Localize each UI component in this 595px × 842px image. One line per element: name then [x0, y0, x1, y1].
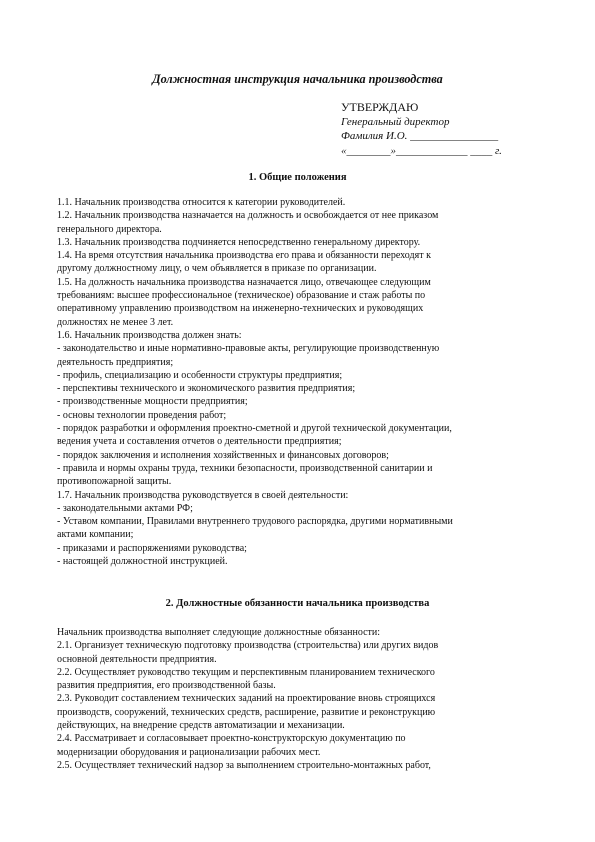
text-line: 2.4. Рассматривает и согласовывает проектно-конструкторскую документацию по [57, 733, 406, 745]
section-1-title: 1. Общие положения [248, 172, 347, 183]
section-2-title: 2. Должностные обязанности начальника производства [165, 598, 430, 609]
section-2-body [57, 626, 537, 772]
text-line: 1.6. Начальник производства должен знать: [57, 329, 242, 341]
text-line: - настоящей должностной инструкцией. [57, 556, 228, 568]
approval-date-line: «________»_____________ ____ г. [341, 144, 502, 157]
text-line: деятельность предприятия; [57, 356, 174, 368]
text-line: основной деятельности предприятия. [57, 653, 217, 665]
text-line: 1.7. Начальник производства руководствуется в своей деятельности: [57, 489, 349, 501]
text-line: оперативному управлению производством на инженерно-технических и руководящих [57, 303, 424, 315]
text-line: - приказами и распоряжениями руководства; [57, 542, 247, 554]
text-line: модернизации оборудования и рационализации рабочих мест. [57, 746, 321, 758]
text-line: производств, сооружений, технических средств, расширение, развитие и реконструкцию [57, 706, 436, 718]
approval-name-line: Фамилия И.О. ________________ [341, 130, 499, 143]
text-line: - перспективы технического и экономического развития предприятия; [57, 383, 356, 395]
text-line: - профиль, специализацию и особенности структуры предприятия; [57, 369, 343, 381]
text-line: - правила и нормы охраны труда, техники безопасности, производственной санитарии и [57, 462, 433, 474]
text-line: требованиям: высшее профессиональное (техническое) образование и стаж работы по [57, 290, 426, 302]
text-line: 1.4. На время отсутствия начальника производства его права и обязанности переходят к [57, 250, 431, 262]
text-line: - производственные мощности предприятия; [57, 396, 248, 408]
text-line: действующих, на внедрение средств автоматизации и механизации. [57, 720, 345, 732]
text-line: 2.3. Руководит составлением технических заданий на проектирование вновь строящихся [57, 693, 436, 705]
text-line: - законодательство и иные нормативно-правовые акты, регулирующие производственную [57, 343, 440, 355]
text-line: 2.5. Осуществляет технический надзор за выполнением строительно-монтажных работ, [57, 759, 431, 771]
approval-heading: УТВЕРЖДАЮ [341, 100, 419, 114]
text-line: - законодательными актами РФ; [57, 502, 193, 514]
text-line: 1.1. Начальник производства относится к категории руководителей. [57, 197, 346, 208]
text-line: другому должностному лицу, о чем объявляется в приказе по организации. [57, 263, 377, 275]
text-line: - порядок заключения и исполнения хозяйственных и финансовых договоров; [57, 449, 389, 461]
text-line: - порядок разработки и оформления проектно-сметной и другой технической документации, [57, 423, 452, 435]
text-line: развития предприятия, его производственной базы. [57, 680, 276, 692]
text-line: - Уставом компании, Правилами внутреннего трудового распорядка, другими нормативными [57, 516, 453, 528]
text-line: генерального директора. [57, 223, 162, 235]
approval-block [341, 99, 571, 158]
text-line: 1.3. Начальник производства подчиняется непосредственно генеральному директору. [57, 236, 421, 248]
text-line: 1.5. На должность начальника производства назначается лицо, отвечающее следующим [57, 276, 431, 288]
section-1-body [57, 196, 537, 568]
approval-position: Генеральный директор [341, 116, 450, 128]
text-line: - основы технологии проведения работ; [57, 409, 227, 421]
text-line: 1.2. Начальник производства назначается на должность и освобождается от нее приказом [57, 210, 439, 222]
document-title: Должностная инструкция начальника производства [152, 72, 443, 86]
text-line: ведения учета и составления отчетов о деятельности предприятия; [57, 436, 342, 448]
text-line: 2.2. Осуществляет руководство текущим и перспективным планированием технического [57, 666, 435, 678]
text-line: противопожарной защиты. [57, 476, 172, 488]
text-line: актами компании; [57, 529, 134, 541]
text-line: должностях не менее 3 лет. [57, 316, 174, 328]
text-line: 2.1. Организует техническую подготовку производства (строительства) или других видов [57, 640, 439, 652]
text-line: Начальник производства выполняет следующие должностные обязанности: [57, 627, 381, 638]
